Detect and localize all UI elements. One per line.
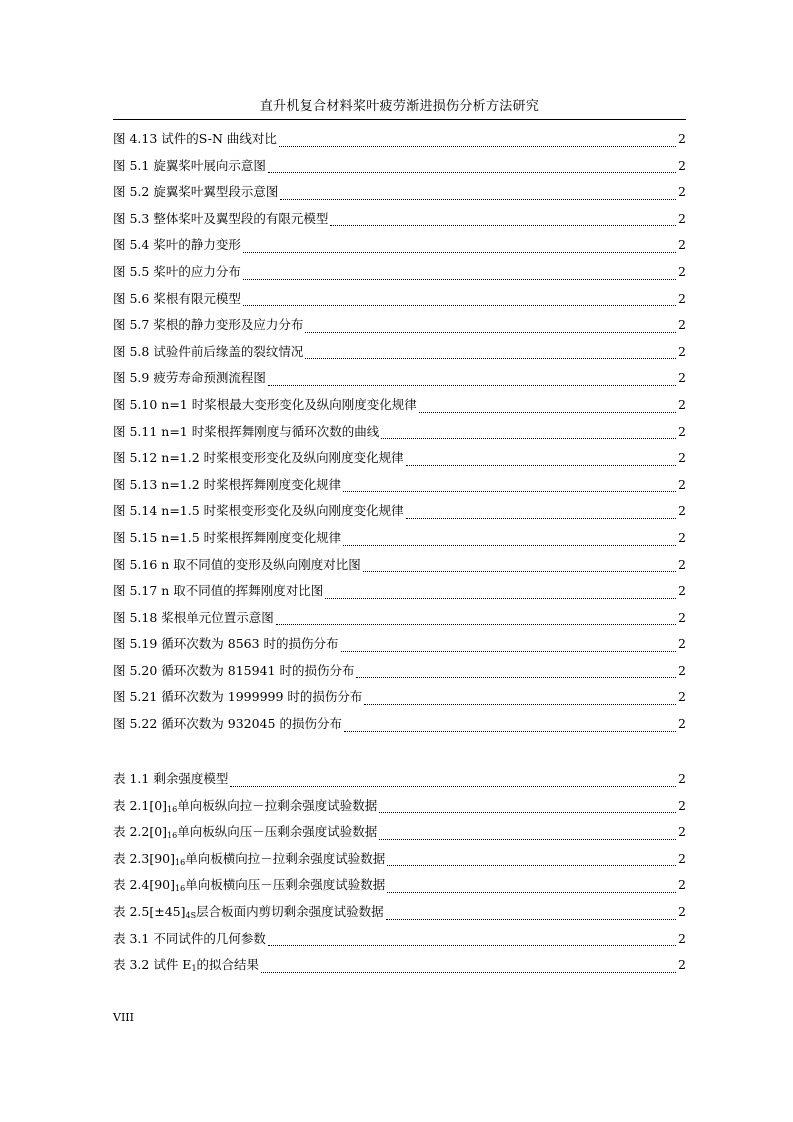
leader-dots xyxy=(243,279,676,280)
table-entry[interactable] xyxy=(113,903,686,930)
leader-dots xyxy=(261,972,676,973)
leader-dots xyxy=(325,598,676,599)
toc-entry-page: 2 xyxy=(678,771,686,786)
toc-entry-page: 2 xyxy=(678,131,686,146)
toc-entry-page: 2 xyxy=(678,317,686,333)
leader-dots xyxy=(279,146,676,147)
leader-dots xyxy=(268,945,676,946)
leader-dots xyxy=(280,199,676,200)
figure-entry[interactable] xyxy=(113,502,686,529)
leader-dots xyxy=(406,465,676,466)
toc-entry-label: 表 $2.5[\pm 45]_{4S}$层合板面内剪切剩余强度试验数据 xyxy=(113,903,384,920)
toc-entry-page: 2 xyxy=(678,290,686,306)
toc-entry-label: 图 5.19 循环次数为 8563 时的损伤分布 xyxy=(113,636,339,652)
leader-dots xyxy=(341,651,677,652)
figure-entry[interactable] xyxy=(113,236,686,263)
toc-entry-label: 图 5.11 n=1 时桨根挥舞刚度与循环次数的曲线 xyxy=(113,423,380,439)
toc-entry-label: 表 1.1 剩余强度模型 xyxy=(113,771,229,786)
toc-entry-page: 2 xyxy=(678,210,686,226)
leader-dots xyxy=(344,731,676,732)
toc-entry-page: 2 xyxy=(678,503,686,519)
leader-dots xyxy=(387,892,676,893)
table-entry[interactable] xyxy=(113,930,686,957)
toc-entry-page: 2 xyxy=(678,184,686,200)
figure-entry[interactable] xyxy=(113,157,686,184)
figure-entry[interactable] xyxy=(113,396,686,423)
toc-entry-page: 2 xyxy=(678,636,686,652)
leader-dots xyxy=(364,704,676,705)
figure-entry[interactable] xyxy=(113,662,686,689)
toc-entry-label: 图 5.8 试验件前后缘盖的裂纹情况 xyxy=(113,343,304,359)
header-rule xyxy=(113,119,686,120)
toc-entry-page: 2 xyxy=(678,396,686,412)
toc-entry-page: 2 xyxy=(678,556,686,572)
leader-dots xyxy=(363,571,676,572)
toc-entry-page: 2 xyxy=(678,609,686,625)
figure-entry[interactable] xyxy=(113,529,686,556)
toc-entry-page: 2 xyxy=(678,662,686,678)
toc-entry-label: 图 5.20 循环次数为 815941 时的损伤分布 xyxy=(113,662,355,678)
figure-entry[interactable] xyxy=(113,130,686,157)
toc-entry-page: 2 xyxy=(678,877,686,893)
running-header: 直升机复合材料桨叶疲劳渐进损伤分析方法研究 xyxy=(259,99,540,114)
leader-dots xyxy=(268,385,676,386)
figure-entry[interactable] xyxy=(113,369,686,396)
leader-dots xyxy=(343,545,676,546)
toc-entry-page: 2 xyxy=(678,476,686,492)
table-entry[interactable] xyxy=(113,956,686,983)
toc-entry-page: 2 xyxy=(678,343,686,359)
toc-entry-label: 表 $2.3[90]_{16}$单向板横向拉－拉剩余强度试验数据 xyxy=(113,850,386,867)
figure-entry[interactable] xyxy=(113,476,686,503)
toc-entry-page: 2 xyxy=(678,157,686,173)
toc-entry-label: 图 5.22 循环次数为 932045 的损伤分布 xyxy=(113,716,342,732)
toc-entry-label: 图 5.15 n=1.5 时桨根挥舞刚度变化规律 xyxy=(113,529,342,545)
figure-entry[interactable] xyxy=(113,423,686,450)
toc-entry-page: 2 xyxy=(678,797,686,813)
toc-entry-label: 图 5.12 n=1.2 时桨根变形变化及纵向刚度变化规律 xyxy=(113,450,404,466)
toc-entry-label: 图 5.18 桨根单元位置示意图 xyxy=(113,609,274,625)
table-entry[interactable] xyxy=(113,797,686,824)
figure-entry[interactable] xyxy=(113,582,686,609)
toc-entry-label: 表 3.1 不同试件的几何参数 xyxy=(113,930,266,946)
toc-entry-label: 图 5.2 旋翼桨叶翼型段示意图 xyxy=(113,184,279,200)
leader-dots xyxy=(305,332,676,333)
leader-dots xyxy=(381,438,676,439)
toc-entry-page: 2 xyxy=(678,824,686,840)
leader-dots xyxy=(356,677,676,678)
figure-entry[interactable] xyxy=(113,290,686,317)
toc-entry-page: 2 xyxy=(678,237,686,253)
table-entry[interactable] xyxy=(113,770,686,797)
toc-entry-page: 2 xyxy=(678,850,686,866)
table-list xyxy=(113,770,686,983)
subscript: 16 xyxy=(167,804,178,814)
toc-entry-label: 图 5.16 n 取不同值的变形及纵向刚度对比图 xyxy=(113,556,361,572)
toc-entry-label: 表 3.2 试件 $E_1$的拟合结果 xyxy=(113,957,260,974)
subscript: 16 xyxy=(175,857,186,867)
table-entry[interactable] xyxy=(113,850,686,877)
page-number: VIII xyxy=(113,1011,134,1024)
toc-entry-page: 2 xyxy=(678,423,686,439)
leader-dots xyxy=(406,518,676,519)
subscript: 16 xyxy=(175,884,186,894)
leader-dots xyxy=(268,172,676,173)
figure-entry[interactable] xyxy=(113,635,686,662)
toc-entry-page: 2 xyxy=(678,450,686,466)
subscript: 4S xyxy=(185,910,197,920)
subscript: 1 xyxy=(191,964,197,974)
figure-list xyxy=(113,130,686,742)
toc-entry-label: 图 5.1 旋翼桨叶展向示意图 xyxy=(113,157,266,173)
toc-entry-label: 图 4.13 试件的S-N 曲线对比 xyxy=(113,131,277,146)
figure-entry[interactable] xyxy=(113,343,686,370)
figure-entry[interactable] xyxy=(113,210,686,237)
toc-entry-page: 2 xyxy=(678,716,686,732)
toc-entry-label: 图 5.5 桨叶的应力分布 xyxy=(113,263,241,279)
toc-entry-page: 2 xyxy=(678,583,686,599)
toc-entry-page: 2 xyxy=(678,903,686,919)
figure-entry[interactable] xyxy=(113,316,686,343)
toc-entry-page: 2 xyxy=(678,957,686,973)
toc-entry-label: 表 $2.1[0]_{16}$单向板纵向拉－拉剩余强度试验数据 xyxy=(113,797,378,814)
figure-entry[interactable] xyxy=(113,183,686,210)
toc-entry-label: 图 5.7 桨根的静力变形及应力分布 xyxy=(113,317,304,333)
table-entry[interactable] xyxy=(113,823,686,850)
table-entry[interactable] xyxy=(113,876,686,903)
leader-dots xyxy=(243,305,676,306)
toc-entry-label: 图 5.14 n=1.5 时桨根变形变化及纵向刚度变化规律 xyxy=(113,503,404,519)
toc-entry-page: 2 xyxy=(678,370,686,386)
figure-entry[interactable] xyxy=(113,449,686,476)
toc-entry-label: 图 5.4 桨叶的静力变形 xyxy=(113,237,241,253)
toc-entry-label: 表 $2.4[90]_{16}$单向板横向压－压剩余强度试验数据 xyxy=(113,877,386,894)
figure-entry[interactable] xyxy=(113,609,686,636)
leader-dots xyxy=(386,919,676,920)
toc-entry-label: 图 5.3 整体桨叶及翼型段的有限元模型 xyxy=(113,210,329,226)
toc-entry-page: 2 xyxy=(678,689,686,705)
leader-dots xyxy=(379,839,676,840)
toc-entry-label: 表 $2.2[0]_{16}$单向板纵向压－压剩余强度试验数据 xyxy=(113,824,378,841)
toc-entry-label: 图 5.13 n=1.2 时桨根挥舞刚度变化规律 xyxy=(113,476,342,492)
leader-dots xyxy=(379,812,676,813)
leader-dots xyxy=(243,252,676,253)
figure-entry[interactable] xyxy=(113,688,686,715)
toc-entry-page: 2 xyxy=(678,263,686,279)
leader-dots xyxy=(230,786,676,787)
leader-dots xyxy=(330,225,676,226)
toc-entry-label: 图 5.6 桨根有限元模型 xyxy=(113,290,241,306)
toc-entry-label: 图 5.9 疲劳寿命预测流程图 xyxy=(113,370,266,386)
leader-dots xyxy=(276,624,676,625)
toc-entry-label: 图 5.17 n 取不同值的挥舞刚度对比图 xyxy=(113,583,324,599)
figure-entry[interactable] xyxy=(113,556,686,583)
toc-entry-page: 2 xyxy=(678,529,686,545)
leader-dots xyxy=(387,865,676,866)
figure-entry[interactable] xyxy=(113,263,686,290)
toc-entry-label: 图 5.21 循环次数为 1999999 时的损伤分布 xyxy=(113,689,363,705)
toc-entry-label: 图 5.10 n=1 时桨根最大变形变化及纵向刚度变化规律 xyxy=(113,396,417,412)
leader-dots xyxy=(419,412,676,413)
figure-entry[interactable] xyxy=(113,715,686,742)
subscript: 16 xyxy=(167,831,178,841)
leader-dots xyxy=(305,358,676,359)
toc-entry-page: 2 xyxy=(678,930,686,946)
leader-dots xyxy=(343,491,676,492)
